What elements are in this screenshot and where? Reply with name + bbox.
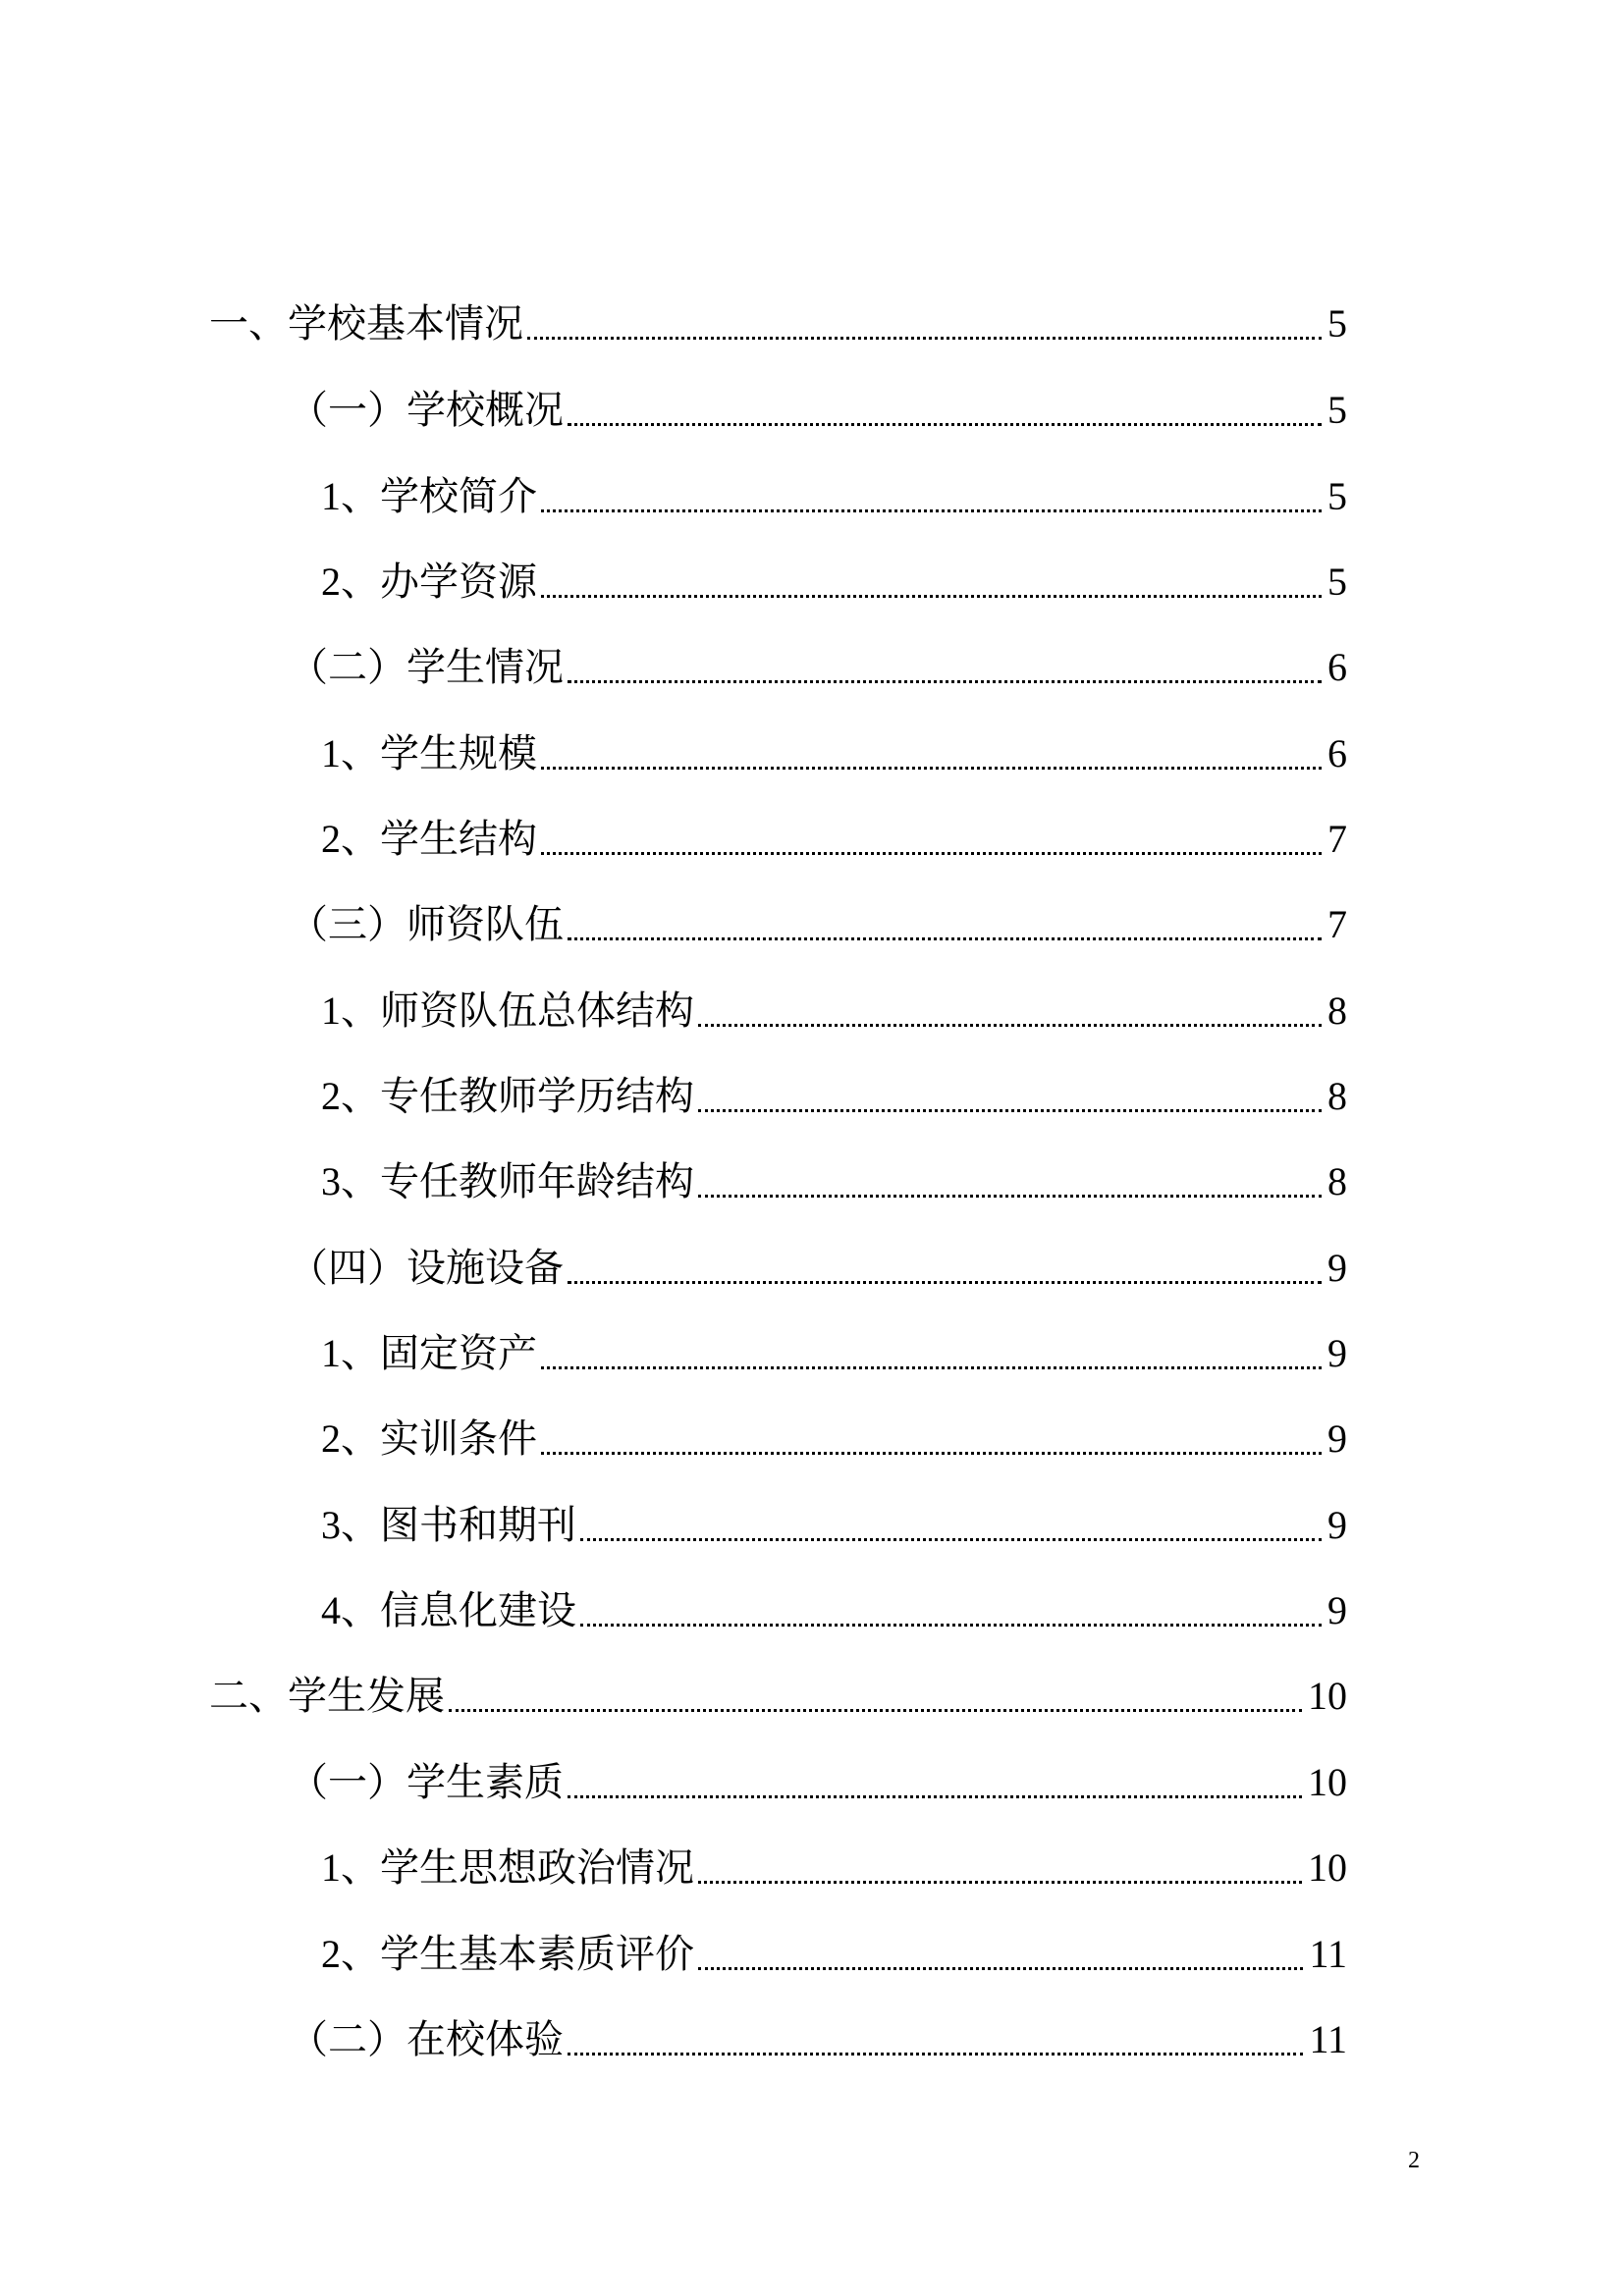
dot-leader [580,1624,1322,1627]
dot-leader [541,852,1322,855]
dot-leader [568,1795,1302,1798]
toc-entry-title: 师资队伍总体结构 [380,988,694,1034]
toc-entry-page: 10 [1308,1760,1347,1804]
toc-entry-title: （二）在校体验 [289,2017,564,2062]
toc-entry-page: 7 [1327,817,1347,861]
dot-leader [541,1452,1322,1455]
toc-entry-item[interactable] [321,1496,1347,1555]
toc-entry-title: （二）学生情况 [289,645,564,690]
toc-entry-item[interactable] [321,810,1347,869]
toc-entry-item[interactable] [321,1324,1347,1383]
toc-entry-number: 1、 [321,1331,380,1375]
toc-entry-item[interactable] [321,1410,1347,1468]
toc-entry-subsection[interactable] [289,1753,1347,1812]
dot-leader [580,1538,1322,1541]
toc-entry-number: 2、 [321,1074,380,1118]
toc-entry-number: 2、 [321,1416,380,1461]
toc-entry-item[interactable] [321,1152,1347,1211]
toc-entry-page: 9 [1327,1246,1347,1290]
toc-entry-page: 7 [1327,902,1347,946]
dot-leader [698,1024,1322,1027]
toc-entry-title: 信息化建设 [380,1588,576,1633]
toc-entry-subsection[interactable] [289,381,1347,440]
toc-entry-page: 5 [1327,474,1347,518]
toc-entry-number: 2、 [321,560,380,604]
toc-entry-title: 一、学校基本情况 [209,301,523,347]
toc-entry-number: 1、 [321,731,380,775]
toc-entry-page: 9 [1327,1503,1347,1547]
toc-entry-number: 2、 [321,1932,380,1976]
toc-entry-title: （三）师资队伍 [289,902,564,947]
dot-leader [568,423,1322,426]
toc-entry-title: 办学资源 [380,560,537,605]
toc-entry-number: 1、 [321,474,380,518]
toc-entry-number: 2、 [321,817,380,861]
dot-leader [698,1881,1302,1884]
toc-entry-page: 5 [1327,388,1347,432]
toc-entry-title: 学校简介 [380,474,537,519]
dot-leader [698,1195,1322,1198]
dot-leader [527,337,1322,340]
toc-entry-item[interactable] [321,1925,1347,1984]
dot-leader [541,767,1322,770]
toc-entry-number: 1、 [321,1845,380,1890]
toc-entry-page: 8 [1327,1159,1347,1203]
toc-entry-section-2[interactable] [209,1667,1347,1726]
toc-entry-item[interactable] [321,1839,1347,1897]
toc-entry-page: 5 [1327,560,1347,604]
toc-entry-subsection[interactable] [289,895,1347,954]
toc-entry-item[interactable] [321,1067,1347,1126]
dot-leader [568,1281,1322,1284]
toc-entry-title: （四）设施设备 [289,1246,564,1291]
toc-entry-title: 图书和期刊 [380,1503,576,1548]
toc-entry-page: 11 [1309,2017,1347,2061]
toc-entry-subsection[interactable] [289,638,1347,697]
toc-entry-title: 学生思想政治情况 [380,1845,694,1891]
toc-entry-subsection[interactable] [289,2010,1347,2069]
dot-leader [568,2053,1303,2056]
toc-entry-page: 10 [1308,1845,1347,1890]
toc-entry-title: （一）学生素质 [289,1760,564,1805]
toc-entry-page: 6 [1327,731,1347,775]
toc-entry-title: 专任教师年龄结构 [380,1159,694,1204]
page-number: 2 [1408,2148,1420,2173]
toc-entry-title: 固定资产 [380,1331,537,1376]
dot-leader [449,1709,1302,1712]
toc-entry-page: 9 [1327,1331,1347,1375]
toc-entry-number: 4、 [321,1588,380,1632]
toc-entry-item[interactable] [321,467,1347,526]
dot-leader [568,680,1322,683]
toc-entry-title: 学生基本素质评价 [380,1932,694,1977]
toc-entry-title: （一）学校概况 [289,388,564,433]
toc-entry-number: 1、 [321,988,380,1033]
toc-entry-title: 学生规模 [380,731,537,776]
toc-entry-item[interactable] [321,982,1347,1041]
dot-leader [568,937,1322,940]
toc-entry-title: 专任教师学历结构 [380,1074,694,1119]
toc-entry-section-1[interactable] [209,294,1347,353]
toc-entry-page: 10 [1308,1674,1347,1718]
toc-entry-number: 3、 [321,1159,380,1203]
toc-entry-number: 3、 [321,1503,380,1547]
toc-entry-page: 9 [1327,1588,1347,1632]
toc-entry-title: 二、学生发展 [209,1674,445,1719]
dot-leader [541,509,1322,512]
toc-entry-page: 8 [1327,1074,1347,1118]
toc-entry-item[interactable] [321,1581,1347,1640]
toc-entry-subsection[interactable] [289,1239,1347,1298]
toc-entry-page: 9 [1327,1416,1347,1461]
dot-leader [541,1366,1322,1369]
toc-entry-page: 8 [1327,988,1347,1033]
toc-entry-item[interactable] [321,724,1347,783]
toc-entry-item[interactable] [321,553,1347,612]
dot-leader [541,595,1322,598]
toc-entry-title: 实训条件 [380,1416,537,1462]
toc-entry-page: 11 [1309,1932,1347,1976]
dot-leader [698,1967,1303,1970]
toc-entry-page: 6 [1327,645,1347,689]
toc-entry-page: 5 [1327,301,1347,346]
toc-entry-title: 学生结构 [380,817,537,862]
dot-leader [698,1109,1322,1112]
